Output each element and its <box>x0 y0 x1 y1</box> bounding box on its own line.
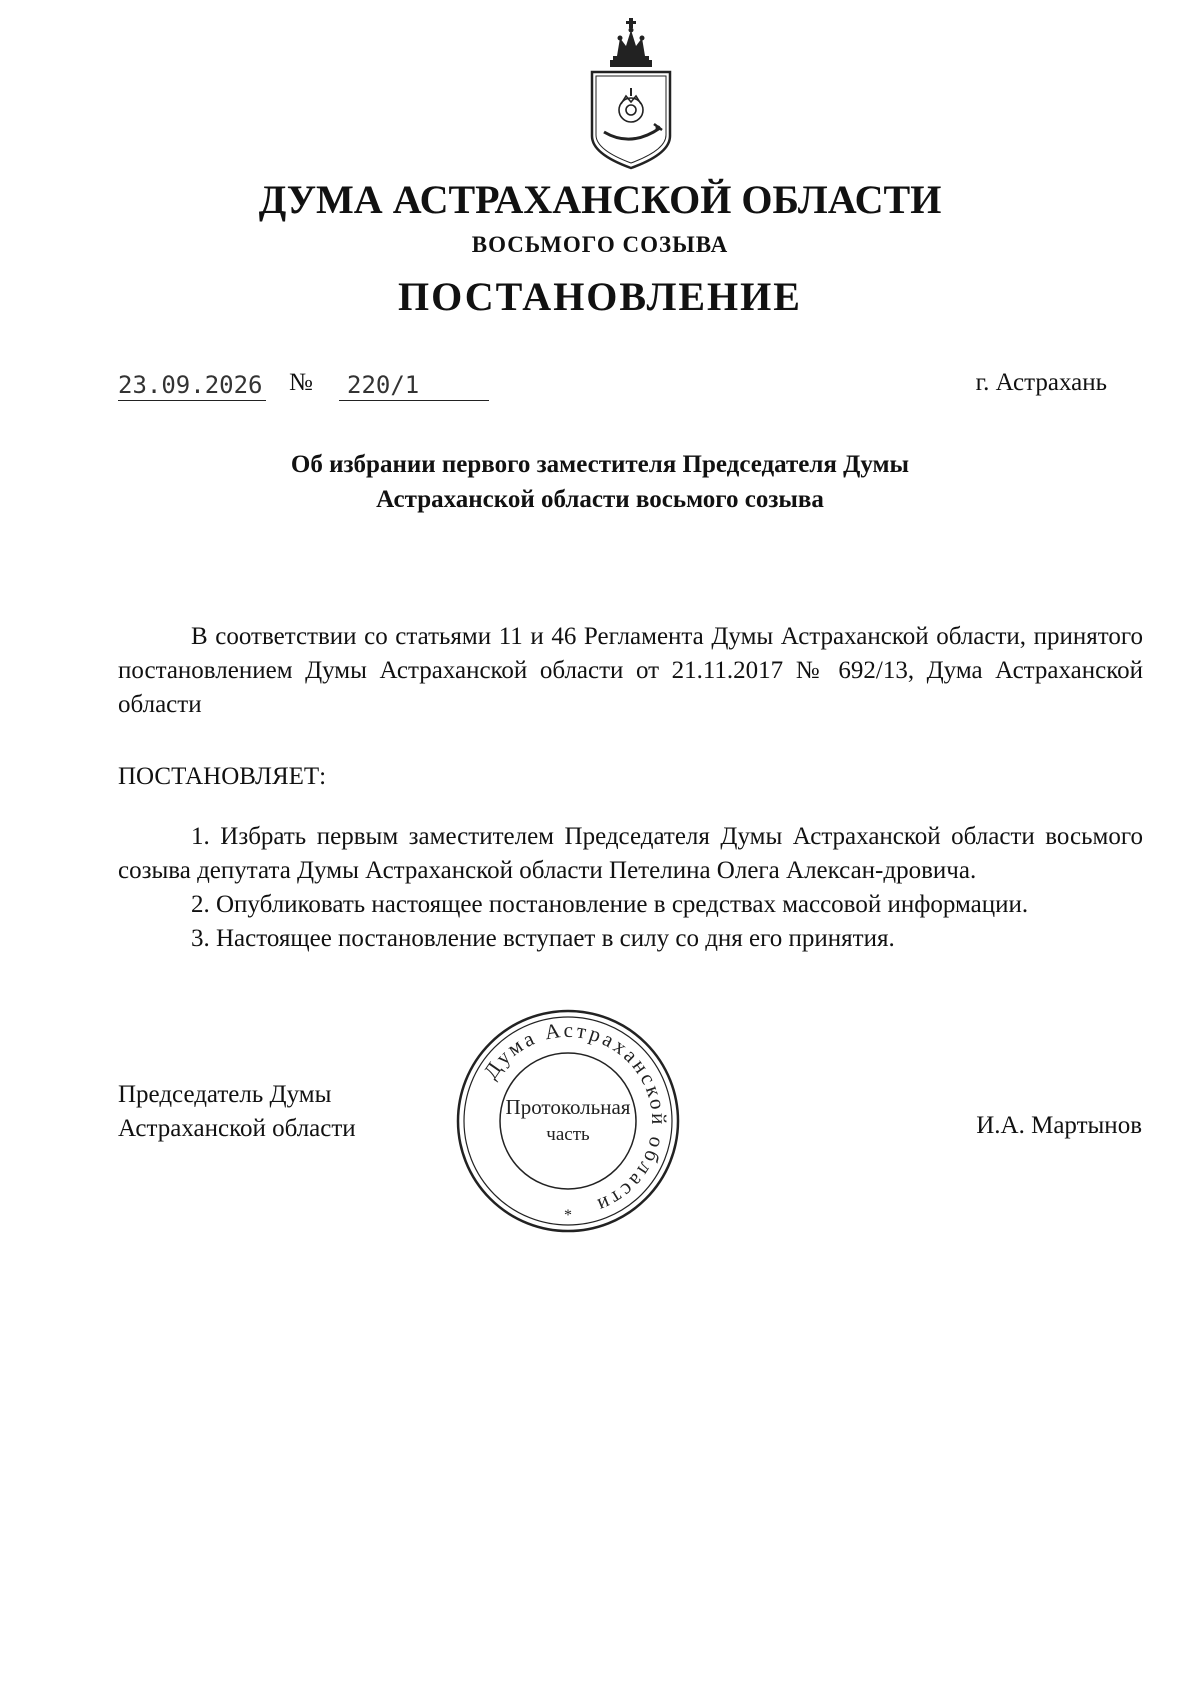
stamp-center-line-2: часть <box>546 1124 590 1145</box>
stamp-ring-text: Думa Астраханской области <box>478 1017 672 1219</box>
decree-items-list <box>118 820 1143 956</box>
signatory-position-line-1: Председатель Думы <box>118 1081 332 1108</box>
number-sign: № <box>289 369 313 396</box>
decree-item-2: 2. Опубликовать настоящее постановление в средствах массовой информации. <box>191 891 1029 918</box>
document-date: 23.09.2026 <box>118 371 266 401</box>
document-number: 220/1 <box>339 371 489 401</box>
subject-line-2: Астраханской области восьмого созыва <box>376 486 824 513</box>
signatory-position <box>118 1078 356 1146</box>
preamble-paragraph: В соответствии со статьями 11 и 46 Регламента Думы Астраханской области, принятого постановлением Думы Астраханской области от 21.11.2017 № 692/13, Дума Астраханской области <box>118 623 1143 718</box>
city-label: г. Астрахань <box>975 369 1107 396</box>
convocation-subtitle: ВОСЬМОГО СОЗЫВА <box>471 232 729 257</box>
decree-word: ПОСТАНОВЛЯЕТ: <box>118 763 327 790</box>
decree-item-3: 3. Настоящее постановление вступает в силу со дня его принятия. <box>191 925 895 952</box>
signatory-name: И.А. Мартынов <box>976 1112 1142 1139</box>
signatory-position-line-2: Астраханской области <box>118 1115 356 1142</box>
document-type-heading: ПОСТАНОВЛЕНИЕ <box>398 274 802 319</box>
stamp-center-line-1: Протокольная <box>505 1095 631 1119</box>
decree-item-1: 1. Избрать первым заместителем Председателя Думы Астраханской области восьмого созыва депутата Думы Астраханской области Петелина Олега Алексан-дровича. <box>118 823 1143 884</box>
official-stamp <box>455 1008 681 1234</box>
astrakhan-coat-of-arms-icon <box>586 16 676 172</box>
organization-title: ДУМА АСТРАХАНСКОЙ ОБЛАСТИ <box>258 177 942 222</box>
coat-of-arms-emblem <box>586 16 676 172</box>
stamp-star: * <box>564 1207 572 1224</box>
document-subject <box>0 447 1200 517</box>
subject-line-1: Об избрании первого заместителя Председателя Думы <box>290 451 910 478</box>
stamp-seal-icon <box>455 1008 681 1234</box>
